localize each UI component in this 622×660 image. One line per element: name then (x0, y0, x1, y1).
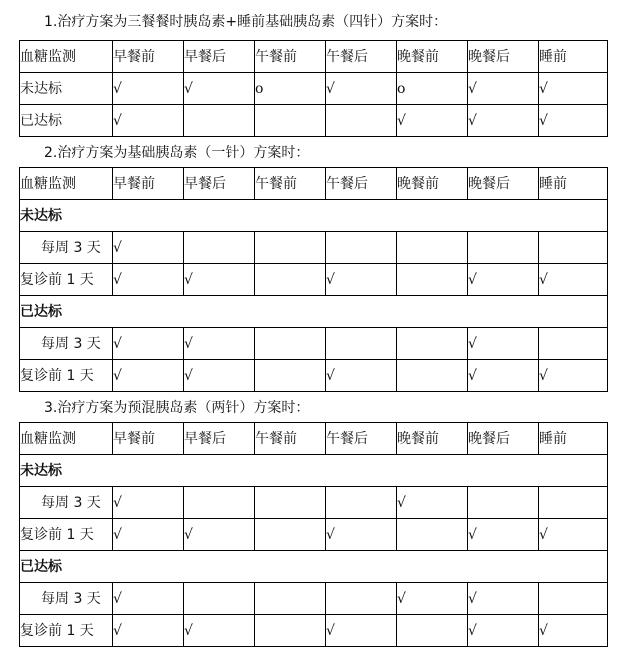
check-mark-cell (255, 583, 326, 615)
check-mark-cell (397, 328, 468, 360)
check-mark-cell (539, 583, 608, 615)
row-label: 复诊前 1 天 (20, 360, 113, 392)
check-mark-cell (397, 615, 468, 647)
check-mark-cell (184, 105, 255, 137)
check-mark-cell (255, 232, 326, 264)
column-header: 早餐后 (184, 41, 255, 73)
glucose-table-basal-one-shot (19, 167, 608, 392)
check-mark-cell: √ (539, 519, 608, 551)
check-mark-cell (397, 360, 468, 392)
table-row (20, 264, 608, 296)
check-mark-cell: √ (468, 73, 539, 105)
column-header: 血糖监测 (20, 423, 113, 455)
check-mark-cell: √ (326, 73, 397, 105)
check-mark-cell: √ (326, 615, 397, 647)
check-mark-cell: √ (184, 73, 255, 105)
group-label: 未达标 (20, 200, 608, 232)
table-row (20, 328, 608, 360)
column-header: 早餐前 (113, 168, 184, 200)
check-mark-cell (326, 105, 397, 137)
check-mark-cell: o (255, 73, 326, 105)
check-mark-cell (326, 583, 397, 615)
check-mark-cell (255, 264, 326, 296)
column-header: 血糖监测 (20, 168, 113, 200)
column-header: 午餐前 (255, 41, 326, 73)
check-mark-cell: √ (397, 105, 468, 137)
check-mark-cell: √ (184, 264, 255, 296)
table-row (20, 360, 608, 392)
row-label: 每周 3 天 (20, 232, 113, 264)
column-header: 睡前 (539, 41, 608, 73)
check-mark-cell (255, 328, 326, 360)
column-header: 早餐后 (184, 423, 255, 455)
column-header: 晚餐前 (397, 41, 468, 73)
table-row (20, 615, 608, 647)
check-mark-cell (397, 232, 468, 264)
check-mark-cell: √ (468, 360, 539, 392)
column-header: 早餐前 (113, 41, 184, 73)
header-row (20, 41, 608, 73)
check-mark-cell: √ (113, 583, 184, 615)
check-mark-cell (184, 583, 255, 615)
column-header: 午餐后 (326, 168, 397, 200)
section-title-2: 2.治疗方案为基础胰岛素（一针）方案时： (44, 145, 310, 161)
row-label: 每周 3 天 (20, 487, 113, 519)
column-header: 血糖监测 (20, 41, 113, 73)
table-row (20, 583, 608, 615)
check-mark-cell (184, 232, 255, 264)
check-mark-cell: √ (113, 232, 184, 264)
column-header: 早餐后 (184, 168, 255, 200)
check-mark-cell (326, 487, 397, 519)
check-mark-cell (539, 232, 608, 264)
table-row (20, 232, 608, 264)
column-header: 晚餐前 (397, 168, 468, 200)
check-mark-cell (326, 232, 397, 264)
column-header: 午餐后 (326, 423, 397, 455)
column-header: 晚餐后 (468, 41, 539, 73)
check-mark-cell: √ (468, 328, 539, 360)
row-label: 每周 3 天 (20, 583, 113, 615)
glucose-table-premixed-two-shots (19, 422, 608, 647)
column-header: 晚餐后 (468, 423, 539, 455)
row-label: 每周 3 天 (20, 328, 113, 360)
check-mark-cell (397, 519, 468, 551)
check-mark-cell (255, 105, 326, 137)
header-row (20, 423, 608, 455)
check-mark-cell (255, 360, 326, 392)
group-label: 已达标 (20, 551, 608, 583)
row-label: 复诊前 1 天 (20, 519, 113, 551)
check-mark-cell (255, 487, 326, 519)
group-label: 未达标 (20, 455, 608, 487)
check-mark-cell: √ (326, 360, 397, 392)
check-mark-cell: o (397, 73, 468, 105)
check-mark-cell: √ (468, 519, 539, 551)
glucose-table-four-shots (19, 40, 608, 137)
check-mark-cell: √ (184, 519, 255, 551)
check-mark-cell (255, 519, 326, 551)
check-mark-cell: √ (468, 615, 539, 647)
check-mark-cell: √ (184, 615, 255, 647)
row-label: 未达标 (20, 73, 113, 105)
check-mark-cell: √ (184, 328, 255, 360)
column-header: 午餐前 (255, 168, 326, 200)
check-mark-cell: √ (539, 105, 608, 137)
check-mark-cell: √ (184, 360, 255, 392)
check-mark-cell (539, 328, 608, 360)
table-row (20, 487, 608, 519)
check-mark-cell: √ (113, 73, 184, 105)
table-row (20, 519, 608, 551)
section-title-3: 3.治疗方案为预混胰岛素（两针）方案时： (44, 400, 310, 416)
check-mark-cell (255, 615, 326, 647)
check-mark-cell: √ (113, 105, 184, 137)
check-mark-cell: √ (539, 73, 608, 105)
check-mark-cell: √ (397, 583, 468, 615)
check-mark-cell (539, 487, 608, 519)
check-mark-cell: √ (113, 487, 184, 519)
check-mark-cell: √ (113, 360, 184, 392)
check-mark-cell: √ (539, 360, 608, 392)
check-mark-cell (468, 487, 539, 519)
check-mark-cell: √ (326, 264, 397, 296)
check-mark-cell: √ (113, 615, 184, 647)
check-mark-cell: √ (468, 583, 539, 615)
check-mark-cell: √ (113, 519, 184, 551)
column-header: 睡前 (539, 423, 608, 455)
column-header: 晚餐后 (468, 168, 539, 200)
check-mark-cell: √ (113, 264, 184, 296)
check-mark-cell: √ (397, 487, 468, 519)
group-row (20, 200, 608, 232)
check-mark-cell: √ (468, 264, 539, 296)
table-row (20, 105, 608, 137)
group-row (20, 296, 608, 328)
check-mark-cell: √ (468, 105, 539, 137)
table-row (20, 73, 608, 105)
check-mark-cell (397, 264, 468, 296)
group-row (20, 551, 608, 583)
column-header: 晚餐前 (397, 423, 468, 455)
header-row (20, 168, 608, 200)
row-label: 已达标 (20, 105, 113, 137)
section-title-1: 1.治疗方案为三餐餐时胰岛素+睡前基础胰岛素（四针）方案时： (44, 14, 448, 30)
check-mark-cell (184, 487, 255, 519)
check-mark-cell: √ (326, 519, 397, 551)
group-row (20, 455, 608, 487)
check-mark-cell: √ (539, 615, 608, 647)
check-mark-cell (326, 328, 397, 360)
column-header: 午餐前 (255, 423, 326, 455)
column-header: 午餐后 (326, 41, 397, 73)
check-mark-cell: √ (113, 328, 184, 360)
group-label: 已达标 (20, 296, 608, 328)
row-label: 复诊前 1 天 (20, 615, 113, 647)
check-mark-cell (468, 232, 539, 264)
column-header: 早餐前 (113, 423, 184, 455)
check-mark-cell: √ (539, 264, 608, 296)
column-header: 睡前 (539, 168, 608, 200)
row-label: 复诊前 1 天 (20, 264, 113, 296)
